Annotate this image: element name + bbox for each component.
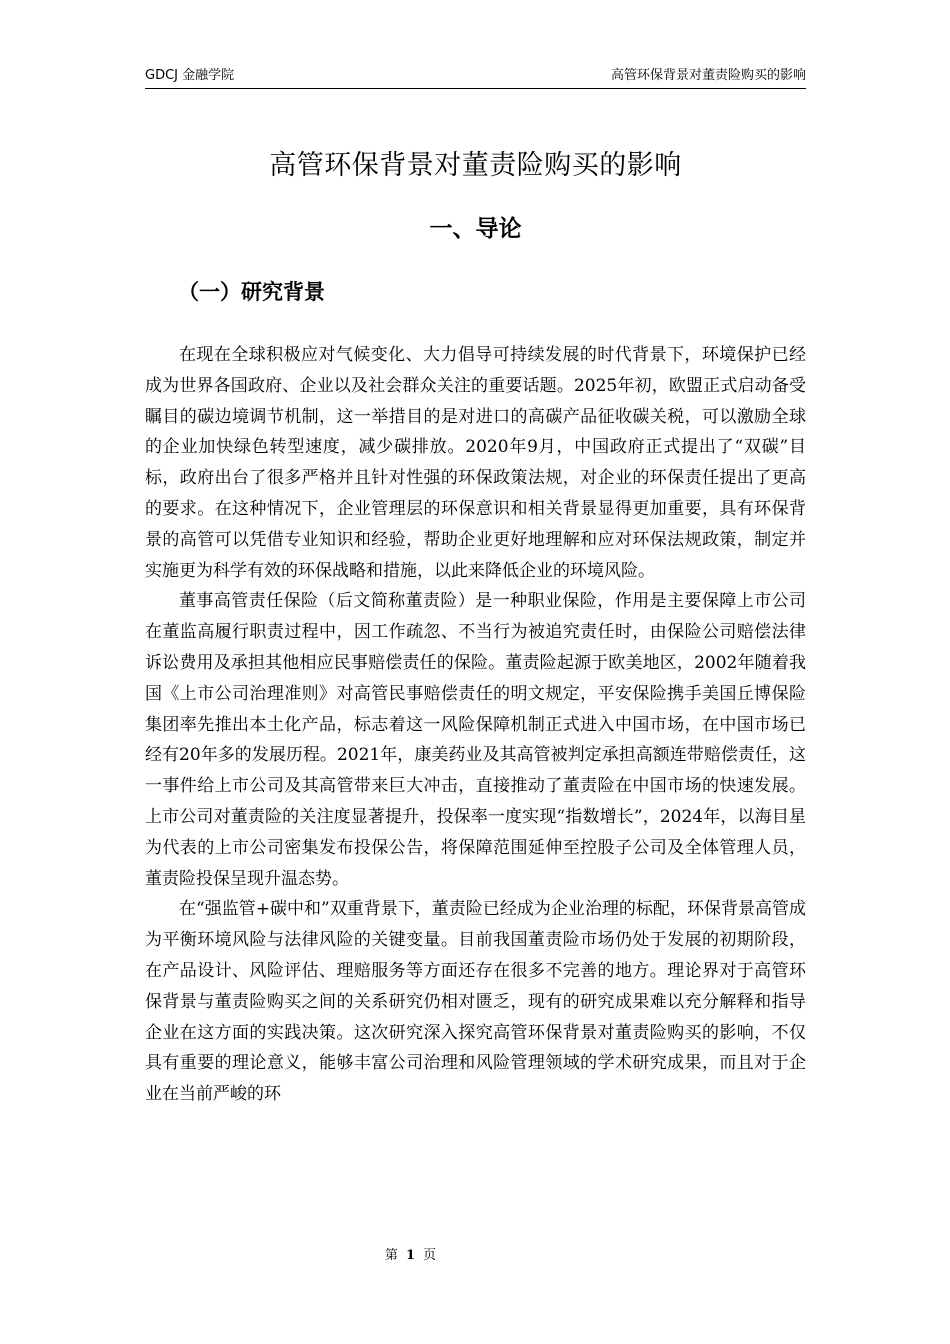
paragraph: 在“强监管+碳中和”双重背景下，董责险已经成为企业治理的标配，环保背景高管成为平衡环境风险与法律风险的关键变量。目前我国董责险市场仍处于发展的初期阶段，在产品设计、风险评估、理赔服务等方面还存在很多不完善的地方。理论界对于高管环保背景与董责险购买之间的关系研究仍相对匮乏，现有的研究成果难以充分解释和指导企业在这方面的实践决策。这次研究深入探究高管环保背景对董责险购买的影响，不仅具有重要的理论意义，能够丰富公司治理和风险管理领域的学术研究成果，而且对于企业在当前严峻的环: [145, 899, 806, 1105]
header-running-title: 高管环保背景对董责险购买的影响: [610, 68, 806, 83]
page-footer: [145, 1247, 676, 1265]
paragraph: 在现在全球积极应对气候变化、大力倡导可持续发展的时代背景下，环境保护已经成为世界各国政府、企业以及社会群众关注的重要话题。2025年初，欧盟正式启动备受瞩目的碳边境调节机制，这一举措目的是对进口的高碳产品征收碳关税，可以激励全球的企业加快绿色转型速度，减少碳排放。2020年9月，中国政府正式提出了“双碳”目标，政府出台了很多严格并且针对性强的环保政策法规，对企业的环保责任提出了更高的要求。在这种情况下，企业管理层的环保意识和相关背景显得更加重要，具有环保背景的高管可以凭借专业知识和经验，帮助企业更好地理解和应对环保法规政策，制定并实施更为科学有效的环保战略和措施，以此来降低企业的环境风险。: [145, 345, 806, 581]
footer-prefix: 第: [384, 1248, 398, 1263]
page-header: [145, 66, 806, 89]
page-number: 1: [405, 1248, 416, 1263]
footer-suffix: 页: [423, 1248, 437, 1263]
document-title: 高管环保背景对董责险购买的影响: [269, 150, 682, 181]
header-institution: GDCJ 金融学院: [145, 68, 235, 83]
paragraph: 董事高管责任保险（后文简称董责险）是一种职业保险，作用是主要保障上市公司在董监高履行职责过程中，因工作疏忽、不当行为被追究责任时，由保险公司赔偿法律诉讼费用及承担其他相应民事赔偿责任的保险。董责险起源于欧美地区，2002年随着我国《上市公司治理准则》对高管民事赔偿责任的明文规定，平安保险携手美国丘博保险集团率先推出本土化产品，标志着这一风险保障机制正式进入中国市场，在中国市场已经有20年多的发展历程。2021年，康美药业及其高管被判定承担高额连带赔偿责任，这一事件给上市公司及其高管带来巨大冲击，直接推动了董责险在中国市场的快速发展。上市公司对董责险的关注度显著提升，投保率一度实现“指数增长”，2024年，以海目星为代表的上市公司密集发布投保公告，将保障范围延伸至控股子公司及全体管理人员，董责险投保呈现升温态势。: [145, 591, 806, 889]
body-text: [145, 340, 806, 1110]
subsection-heading: （一）研究背景: [178, 280, 325, 304]
section-heading: 一、导论: [429, 216, 522, 242]
